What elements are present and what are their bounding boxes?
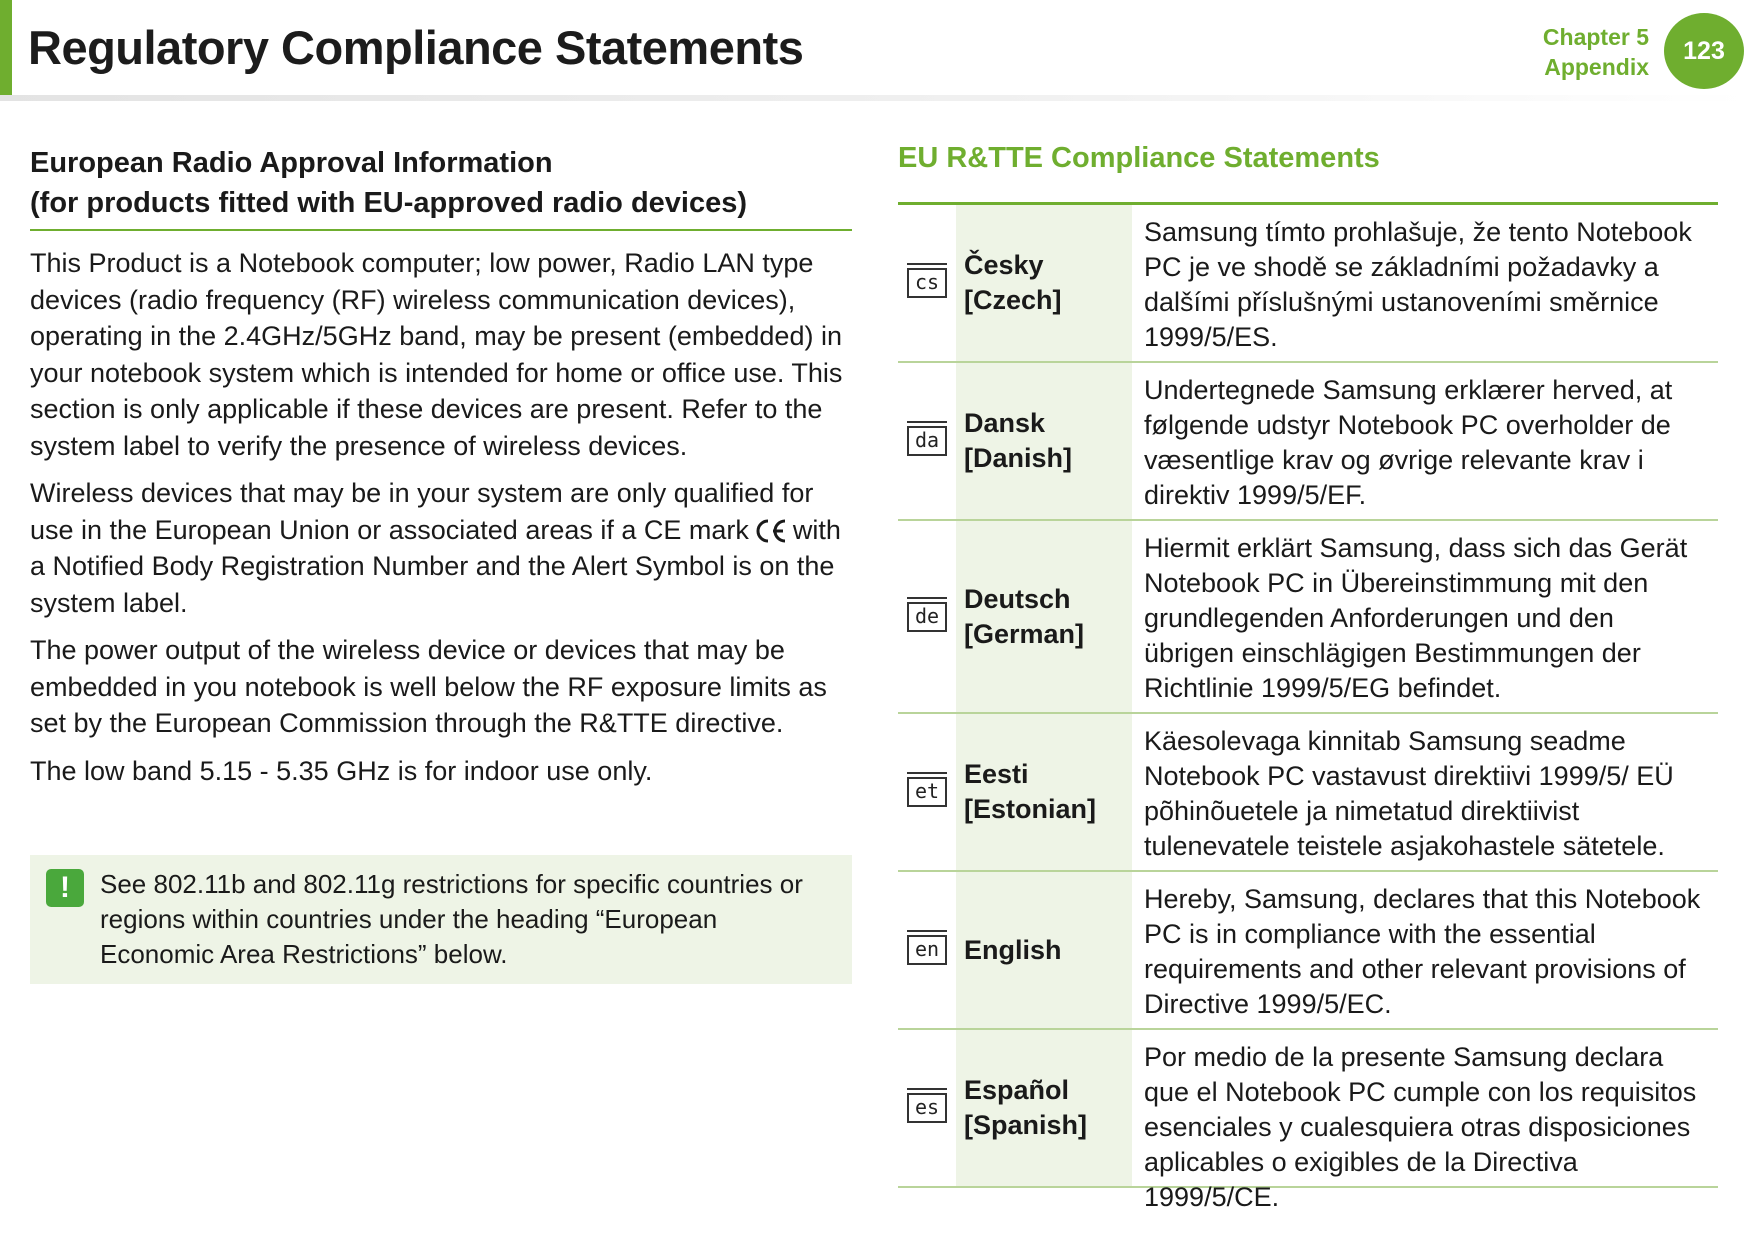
language-icon: de (907, 602, 947, 632)
header-accent-bar (0, 0, 12, 97)
compliance-heading: EU R&TTE Compliance Statements (898, 142, 1380, 174)
chapter-label (1543, 22, 1649, 82)
left-column (30, 143, 852, 789)
page-title: Regulatory Compliance Statements (28, 21, 804, 74)
section-heading-line1: European Radio Approval Information (30, 147, 553, 179)
alert-icon: ! (46, 869, 84, 907)
language-icon: en (907, 935, 947, 965)
ce-mark-icon (753, 517, 789, 545)
statement-text: Por medio de la presente Samsung declara que el Notebook PC cumple con los requisitos esenciales y cualesquiera otras disposiciones aplicables o exigibles de la Directiva 1999/5/CE. (1144, 1042, 1697, 1212)
header-divider (0, 95, 1749, 101)
language-icon: et (907, 777, 947, 807)
language-icon: cs (907, 268, 947, 298)
paragraph-ce-mark-text2: with a Notified Body Registration Number and the Alert Symbol is on the system label. (30, 514, 841, 618)
paragraph-ce-mark (30, 475, 852, 621)
language-name: Česky [Czech] (956, 205, 1132, 361)
statement-text: Hiermit erklärt Samsung, dass sich das Gerät Notebook PC in Übereinstimmung mit den grundlegenden Anforderungen und den übrigen einschlägigen Bestimmungen der Richtlinie 1999/5/EG befindet. (1144, 533, 1688, 703)
language-name: English (956, 872, 1132, 1028)
note-text: See 802.11b and 802.11g restrictions for specific countries or regions within countries under the heading “European Economic Area Restrictions” below. (100, 869, 803, 969)
paragraph-low-band: The low band 5.15 - 5.35 GHz is for indoor use only. (30, 755, 653, 786)
note-box (30, 855, 852, 984)
statement-text: Undertegnede Samsung erklærer herved, at følgende udstyr Notebook PC overholder de væsentlige krav og øvrige relevante krav i direktiv 1999/5/EF. (1144, 375, 1673, 510)
table-row (898, 714, 1718, 872)
paragraph-product: This Product is a Notebook computer; low power, Radio LAN type devices (radio frequency (RF) wireless communication devices), operating in the 2.4GHz/5GHz band, may be present (embedded) in your notebook system which is intended for home or office use. This section is only applicable if these devices are present. Refer to the system label to verify the presence of wireless devices. (30, 248, 843, 461)
statement-text: Samsung tímto prohlašuje, že tento Notebook PC je ve shodě se základními požadavky a dalšími příslušnými ustanoveními směrnice 1999/5/ES. (1144, 217, 1692, 352)
section-heading-line2: (for products fitted with EU-approved radio devices) (30, 187, 748, 219)
statement-text: Hereby, Samsung, declares that this Notebook PC is in compliance with the essential requirements and other relevant provisions of Directive 1999/5/EC. (1144, 884, 1701, 1019)
table-row (898, 205, 1718, 363)
language-name: Eesti [Estonian] (956, 714, 1132, 870)
language-name: Español [Spanish] (956, 1030, 1132, 1186)
language-name: Dansk [Danish] (956, 363, 1132, 519)
chapter-section: Appendix (1544, 54, 1649, 80)
section-heading (30, 143, 852, 231)
compliance-table (898, 202, 1718, 1212)
page-number-badge: 123 (1664, 13, 1744, 89)
language-icon: da (907, 426, 947, 456)
table-row (898, 1030, 1718, 1212)
paragraph-ce-mark-text1: Wireless devices that may be in your system are only qualified for use in the European Union or associated areas if a CE mark (30, 478, 814, 545)
paragraph-power-output: The power output of the wireless device or devices that may be embedded in you notebook is well below the RF exposure limits as set by the European Commission through the R&TTE directive. (30, 635, 827, 738)
table-row (898, 521, 1718, 714)
language-name: Deutsch [German] (956, 521, 1132, 712)
table-row (898, 872, 1718, 1030)
chapter-number: Chapter 5 (1542, 24, 1649, 50)
table-row (898, 363, 1718, 521)
statement-text: Käesolevaga kinnitab Samsung seadme Notebook PC vastavust direktiivi 1999/5/ EÜ põhinõuetele ja nimetatud direktiivist tulenevatele teistele asjakohastele sätetele. (1144, 726, 1674, 861)
language-icon: es (907, 1093, 947, 1123)
